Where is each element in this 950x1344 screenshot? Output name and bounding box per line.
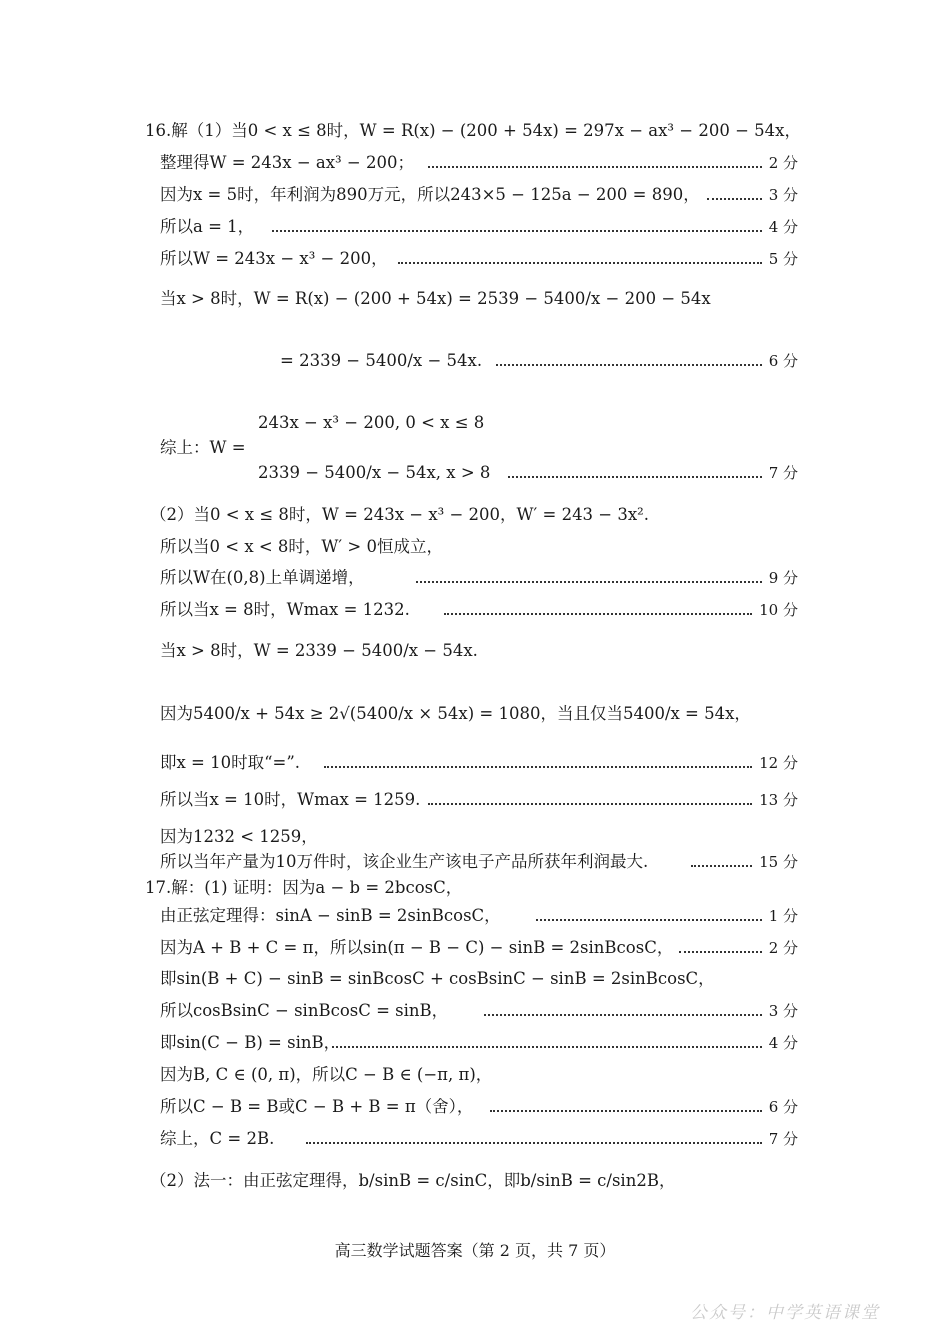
line-text: 因为5400/x + 54x ≥ 2√(5400/x × 54x) = 1080，当且仅当5400/x = 54x， <box>160 704 751 723</box>
solution-line <box>160 184 700 206</box>
line-text: 17.解：(1) 证明：因为a − b = 2bcosC， <box>145 878 463 897</box>
score-mark: 2 分 <box>768 939 798 957</box>
solution-line <box>160 703 751 725</box>
leader-dots <box>428 166 762 168</box>
score-mark: 6 分 <box>768 1098 798 1116</box>
line-text: 即x = 10时取“=”. <box>160 753 301 772</box>
line-text: = 2339 − 5400/x − 54x. <box>280 351 483 370</box>
solution-line <box>160 599 410 621</box>
line-text: （2）法一：由正弦定理得，b/sinB = c/sinC，即b/sinB = c/sin2B， <box>150 1171 676 1190</box>
line-text: 整理得W = 243x − ax³ − 200； <box>160 153 414 172</box>
line-text: 2339 − 5400/x − 54x, x > 8 <box>258 463 491 482</box>
line-text: 所以W在(0,8)上单调递增， <box>160 568 365 587</box>
score-mark: 6 分 <box>768 352 798 370</box>
score-mark: 5 分 <box>768 250 798 268</box>
score-mark: 7 分 <box>768 464 798 482</box>
leader-dots <box>484 1014 762 1016</box>
score-mark: 10 分 <box>759 601 798 619</box>
solution-line <box>160 905 501 927</box>
solution-line <box>160 752 300 774</box>
watermark: 公众号：中学英语课堂 <box>690 1303 880 1323</box>
line-text: 因为1232 < 1259， <box>160 827 318 846</box>
leader-dots <box>490 1110 762 1112</box>
line-text: 所以当0 < x < 8时，W′ > 0恒成立， <box>160 537 443 556</box>
score-mark: 9 分 <box>768 569 798 587</box>
leader-dots <box>272 230 762 232</box>
leader-dots <box>324 766 752 768</box>
leader-dots <box>428 803 752 805</box>
leader-dots <box>398 262 762 264</box>
solution-line <box>160 640 478 662</box>
solution-line <box>160 937 673 959</box>
line-text: 16.解（1）当0 < x ≤ 8时，W = R(x) − (200 + 54x) = 297x − ax³ − 200 − 54x， <box>145 121 801 140</box>
line-text: 所以C − B = B或C − B + B = π（舍）， <box>160 1097 474 1116</box>
score-mark: 7 分 <box>768 1130 798 1148</box>
line-text: 所以当年产量为10万件时，该企业生产该电子产品所获年利润最大. <box>160 852 649 871</box>
score-mark: 12 分 <box>759 754 798 772</box>
leader-dots <box>707 198 762 200</box>
leader-dots <box>508 476 762 478</box>
solution-line <box>160 567 365 589</box>
score-mark: 3 分 <box>768 186 798 204</box>
leader-dots <box>444 613 752 615</box>
solution-line <box>160 851 648 873</box>
solution-line <box>160 1032 340 1054</box>
line-text: 因为B, C ∈ (0, π)，所以C − B ∈ (−π, π)， <box>160 1065 493 1084</box>
solution-line <box>280 350 482 372</box>
score-mark: 15 分 <box>759 853 798 871</box>
solution-line <box>160 1128 274 1150</box>
solution-line <box>150 504 649 526</box>
score-mark: 1 分 <box>768 907 798 925</box>
solution-line <box>160 1064 492 1086</box>
line-text: 由正弦定理得：sinA − sinB = 2sinBcosC， <box>160 906 501 925</box>
leader-dots <box>332 1046 762 1048</box>
solution-line <box>145 877 462 899</box>
leader-dots <box>306 1142 762 1144</box>
line-text: 所以W = 243x − x³ − 200， <box>160 249 388 268</box>
line-text: 243x − x³ − 200, 0 < x ≤ 8 <box>258 413 485 432</box>
line-text: 所以当x = 10时，Wmax = 1259. <box>160 790 421 809</box>
line-text: 所以a = 1， <box>160 217 255 236</box>
leader-dots <box>691 865 752 867</box>
score-mark: 3 分 <box>768 1002 798 1020</box>
solution-line <box>160 536 443 558</box>
solution-line <box>160 826 318 848</box>
score-mark: 4 分 <box>768 1034 798 1052</box>
line-text: 因为A + B + C = π，所以sin(π − B − C) − sinB = 2sinBcosC， <box>160 938 674 957</box>
leader-dots <box>679 951 762 953</box>
line-text: 即sin(C − B) = sinB， <box>160 1033 341 1052</box>
solution-line <box>160 1000 448 1022</box>
leader-dots <box>416 581 762 583</box>
solution-line <box>160 152 414 174</box>
leader-dots <box>536 919 762 921</box>
line-text: 即sin(B + C) − sinB = sinBcosC + cosBsinC − sinB = 2sinBcosC， <box>160 969 715 988</box>
solution-line <box>160 216 254 238</box>
page-footer: 高三数学试题答案（第 2 页，共 7 页） <box>334 1241 616 1260</box>
solution-line <box>160 437 246 459</box>
score-mark: 4 分 <box>768 218 798 236</box>
line-text: 所以cosBsinC − sinBcosC = sinB， <box>160 1001 449 1020</box>
solution-line <box>160 789 420 811</box>
leader-dots <box>496 364 762 366</box>
line-text: 综上：W = <box>160 438 246 457</box>
score-mark: 13 分 <box>759 791 798 809</box>
line-text: 因为x = 5时，年利润为890万元，所以243×5 − 125a − 200 = 890， <box>160 185 700 204</box>
solution-line <box>145 120 801 142</box>
score-mark: 2 分 <box>768 154 798 172</box>
solution-line <box>258 462 490 484</box>
solution-line <box>160 1096 473 1118</box>
line-text: （2）当0 < x ≤ 8时，W = 243x − x³ − 200，W′ = 243 − 3x². <box>150 505 650 524</box>
line-text: 综上，C = 2B. <box>160 1129 275 1148</box>
solution-line <box>160 248 388 270</box>
solution-line <box>160 288 711 310</box>
line-text: 当x > 8时，W = R(x) − (200 + 54x) = 2539 − 5400/x − 200 − 54x <box>160 289 711 308</box>
solution-line <box>258 412 484 434</box>
solution-line <box>150 1170 675 1192</box>
line-text: 所以当x = 8时，Wmax = 1232. <box>160 600 410 619</box>
line-text: 当x > 8时，W = 2339 − 5400/x − 54x. <box>160 641 478 660</box>
solution-line <box>160 968 715 990</box>
